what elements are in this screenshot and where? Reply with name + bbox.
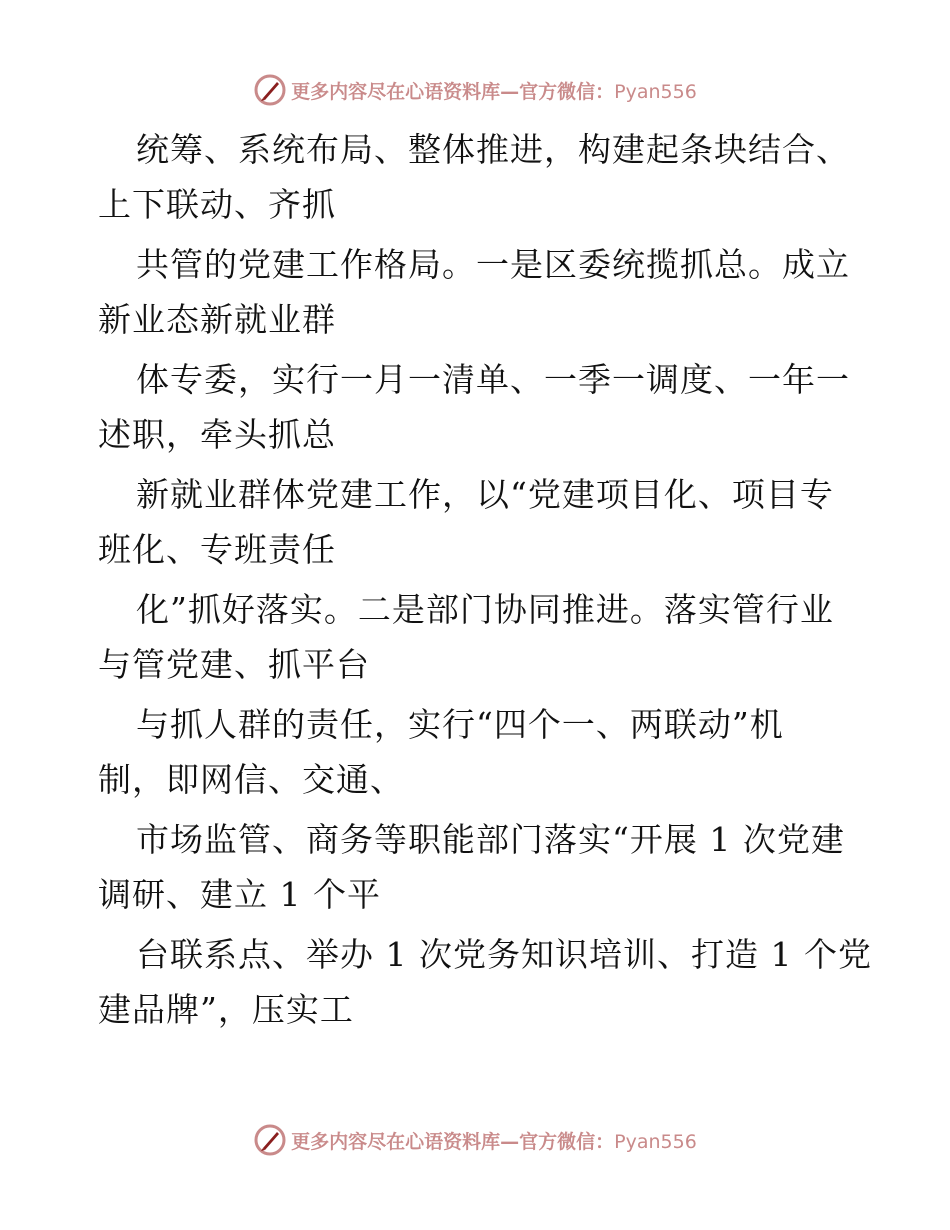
text-line: 市场监管、商务等职能部门落实“开展 1 次党建	[136, 820, 845, 859]
text-line: 体专委，实行一月一清单、一季一调度、一年一	[136, 360, 850, 399]
text-line: 统筹、系统布局、整体推进，构建起条块结合、	[136, 130, 850, 169]
document-body	[0, 118, 950, 1038]
quill-pen-icon	[253, 73, 287, 107]
watermark-header	[0, 70, 950, 110]
text-line: 新业态新就业群	[98, 300, 336, 339]
paragraph	[0, 348, 950, 463]
text-line: 调研、建立 1 个平	[98, 875, 381, 914]
paragraph	[0, 693, 950, 808]
text-line: 述职，牵头抓总	[98, 415, 336, 454]
paragraph	[0, 923, 950, 1038]
text-line: 共管的党建工作格局。一是区委统揽抓总。成立	[136, 245, 850, 284]
text-line: 新就业群体党建工作，以“党建项目化、项目专	[136, 475, 834, 514]
text-line: 台联系点、举办 1 次党务知识培训、打造 1 个党	[136, 935, 872, 974]
watermark-text: 更多内容尽在心语资料库—官方微信：Pyan556	[291, 80, 697, 103]
text-line: 与管党建、抓平台	[98, 645, 370, 684]
paragraph	[0, 578, 950, 693]
text-line: 上下联动、齐抓	[98, 185, 336, 224]
paragraph	[0, 808, 950, 923]
paragraph	[0, 463, 950, 578]
text-line: 化”抓好落实。二是部门协同推进。落实管行业	[136, 590, 834, 629]
text-line: 制，即网信、交通、	[98, 760, 404, 799]
wechat-id: Pyan556	[614, 80, 697, 103]
watermark-footer	[0, 1120, 950, 1160]
text-line: 建品牌”，压实工	[98, 990, 354, 1029]
watermark-text: 更多内容尽在心语资料库—官方微信：Pyan556	[291, 1130, 697, 1153]
wechat-id: Pyan556	[614, 1130, 697, 1153]
paragraph	[0, 233, 950, 348]
quill-pen-icon	[253, 1123, 287, 1157]
text-line: 与抓人群的责任，实行“四个一、两联动”机	[136, 705, 784, 744]
text-line: 班化、专班责任	[98, 530, 336, 569]
paragraph	[0, 118, 950, 233]
